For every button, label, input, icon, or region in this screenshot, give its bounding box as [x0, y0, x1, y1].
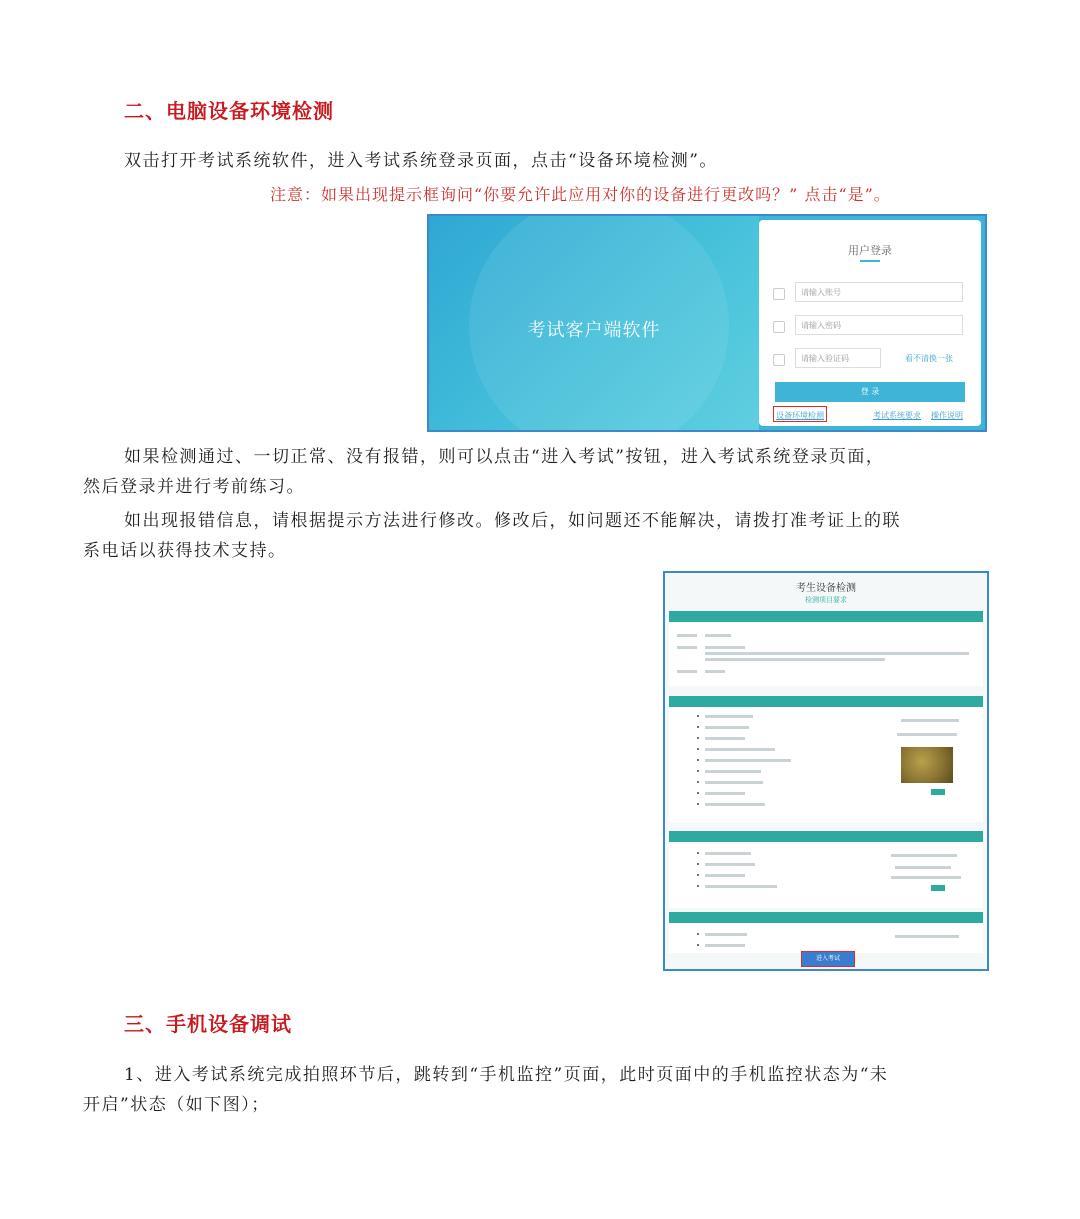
text-line [901, 719, 959, 722]
text-line [705, 885, 777, 888]
section-bar [669, 696, 983, 707]
paragraph-1-line-1: 如果检测通过、一切正常、没有报错，则可以点击“进入考试”按钮，进入考试系统登录页面， [124, 447, 885, 467]
bullet [697, 715, 699, 717]
text-line [705, 658, 885, 661]
bullet [697, 726, 699, 728]
bullet [697, 933, 699, 935]
password-field[interactable]: 请输入密码 [795, 315, 963, 335]
text-line [705, 670, 725, 673]
text-line [705, 770, 761, 773]
intro-paragraph: 双击打开考试系统软件，进入考试系统登录页面，点击“设备环境检测”。 [124, 151, 718, 171]
camera-preview [901, 747, 953, 783]
section-bar [669, 912, 983, 923]
login-button[interactable]: 登 录 [775, 382, 965, 402]
section-bar [669, 831, 983, 842]
note-text: 注意：如果出现提示框询问“你要允许此应用对你的设备进行更改吗？” 点击“是”。 [270, 185, 891, 204]
bullet [697, 874, 699, 876]
text-line [705, 944, 745, 947]
bullet [697, 792, 699, 794]
text-line [677, 646, 697, 649]
account-field[interactable]: 请输入账号 [795, 282, 963, 302]
text-line [705, 759, 791, 762]
text-line [705, 781, 763, 784]
text-line [705, 803, 765, 806]
login-screenshot [427, 214, 987, 432]
text-line [705, 646, 745, 649]
device-check-subtitle[interactable]: 检测项目要求 [805, 596, 847, 604]
text-line [705, 748, 775, 751]
refresh-captcha-link[interactable]: 看不清换一张 [905, 354, 953, 363]
bullet [697, 885, 699, 887]
device-check-title: 考生设备检测 [796, 583, 856, 594]
section3-line-2: 开启”状态（如下图）； [83, 1095, 270, 1115]
paragraph-2-line-1: 如出现报错信息，请根据提示方法进行修改。修改后，如问题还不能解决，请拨打准考证上的联 [124, 511, 901, 531]
bullet [697, 863, 699, 865]
camera-confirm-button[interactable] [931, 789, 945, 795]
section-heading: 三、手机设备调试 [124, 1012, 292, 1036]
login-banner [429, 216, 759, 430]
bullet [697, 770, 699, 772]
text-line [705, 726, 749, 729]
text-line [677, 670, 697, 673]
bullet [697, 944, 699, 946]
text-line [705, 874, 745, 877]
help-link[interactable]: 操作说明 [931, 411, 963, 420]
text-line [705, 652, 969, 655]
env-check-link[interactable]: 设备环境检测 [776, 411, 824, 420]
text-line [891, 876, 961, 879]
bullet [697, 737, 699, 739]
text-line [705, 792, 745, 795]
exam-requirements-link[interactable]: 考试系统要求 [873, 411, 921, 420]
section3-line-1: 1、进入考试系统完成拍照环节后，跳转到“手机监控”页面，此时页面中的手机监控状态为“未 [124, 1065, 889, 1085]
lock-icon [773, 321, 785, 333]
audio-confirm-button[interactable] [931, 885, 945, 891]
section-body [669, 842, 983, 908]
bullet [697, 781, 699, 783]
paragraph-2-line-2: 系电话以获得技术支持。 [83, 541, 287, 561]
user-icon [773, 288, 785, 300]
bullet [697, 803, 699, 805]
section-bar [669, 611, 983, 622]
section-body [669, 923, 983, 953]
text-line [705, 933, 747, 936]
shield-icon [773, 354, 785, 366]
app-title: 考试客户端软件 [527, 320, 661, 341]
device-check-screenshot [663, 571, 989, 971]
bullet [697, 748, 699, 750]
section-heading: 二、电脑设备环境检测 [124, 99, 334, 123]
bullet [697, 759, 699, 761]
text-line [895, 866, 951, 869]
text-line [895, 935, 959, 938]
text-line [705, 715, 753, 718]
text-line [891, 854, 957, 857]
section-body [669, 622, 983, 686]
bullet [697, 852, 699, 854]
heading-underline [860, 260, 880, 262]
login-panel [759, 220, 981, 426]
text-line [705, 852, 751, 855]
text-line [705, 634, 731, 637]
text-line [705, 863, 755, 866]
text-line [705, 737, 745, 740]
enter-exam-button[interactable]: 进入考试 [801, 951, 855, 967]
panel-heading: 用户登录 [848, 244, 892, 257]
text-line [897, 733, 957, 736]
captcha-field[interactable]: 请输入验证码 [795, 348, 881, 368]
paragraph-1-line-2: 然后登录并进行考前练习。 [83, 477, 305, 497]
text-line [677, 634, 697, 637]
